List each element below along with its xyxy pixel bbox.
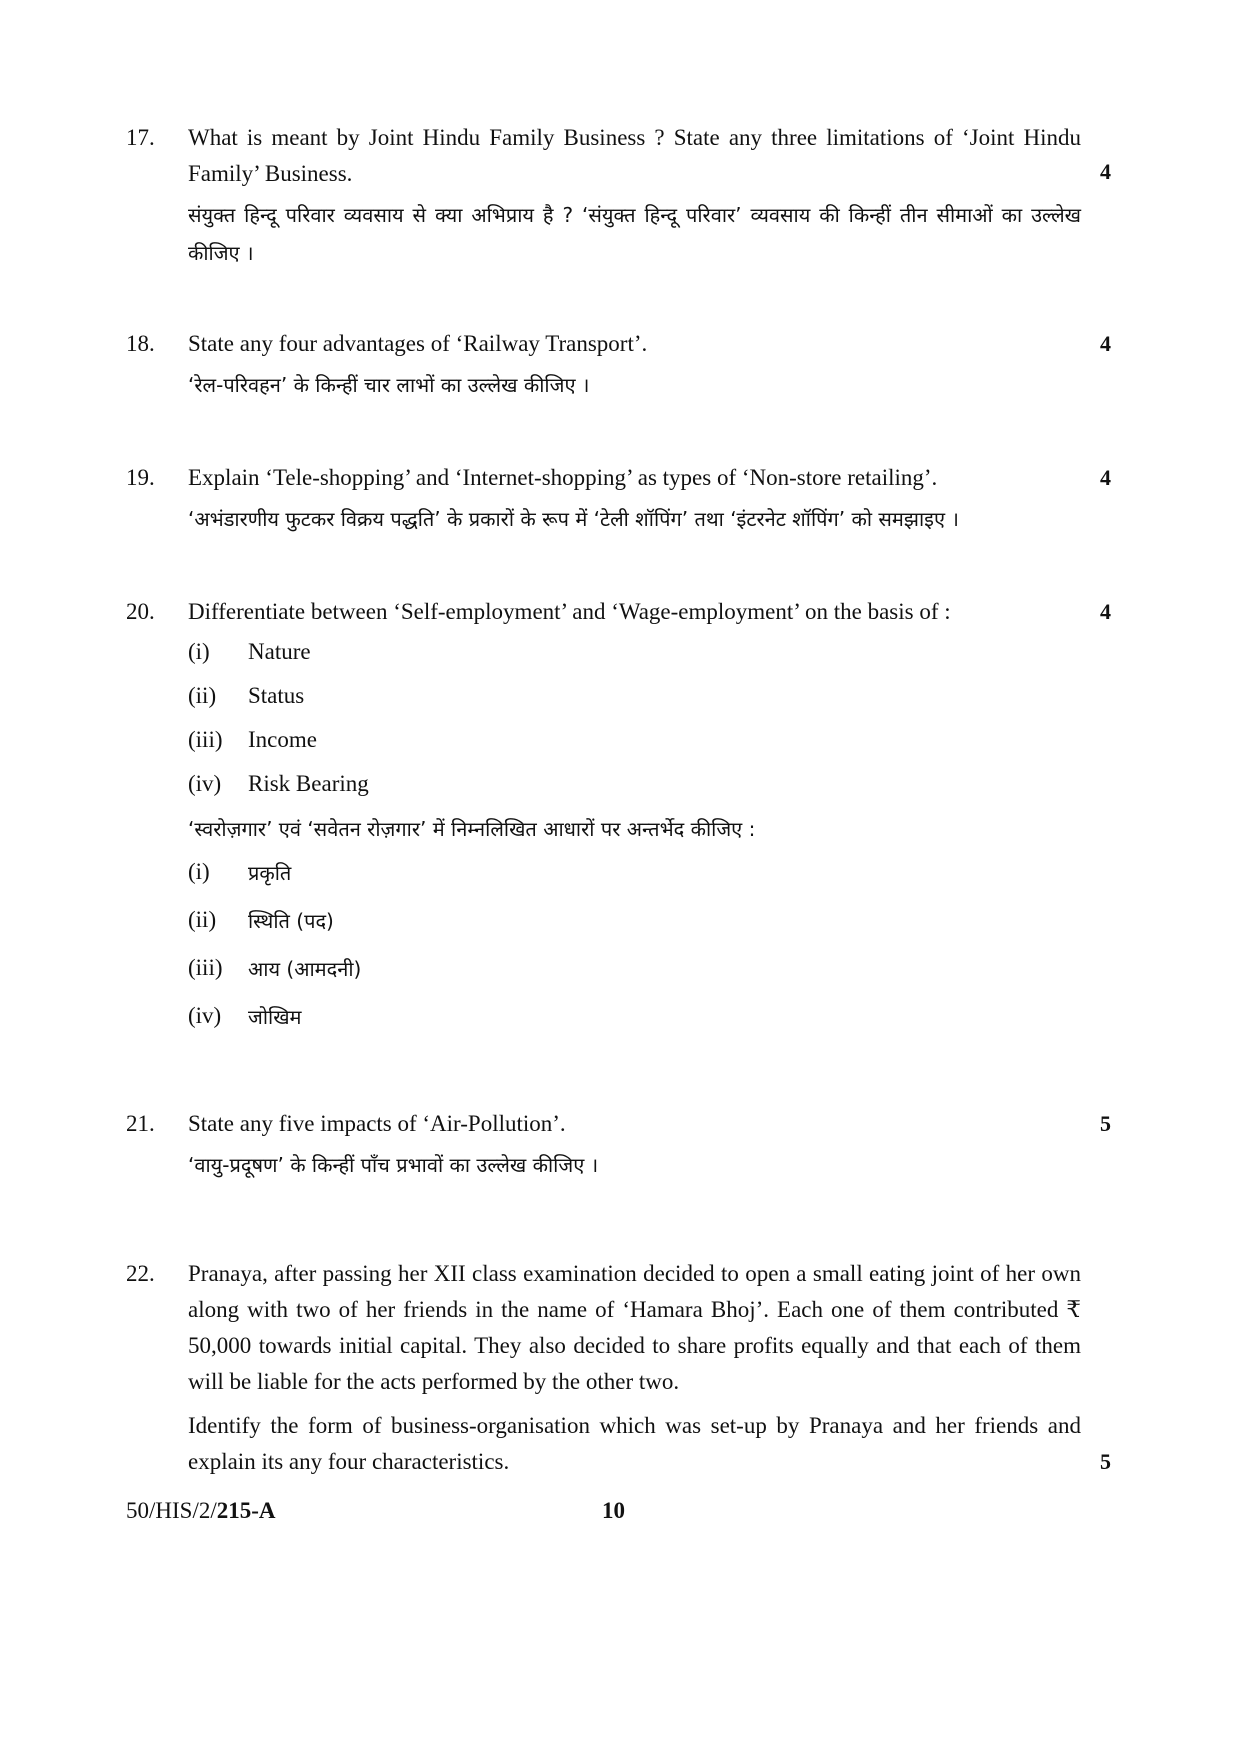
question-text-en: What is meant by Joint Hindu Family Business ? State any three limitations of ‘Joint Hindu Family’ Business. bbox=[188, 125, 1081, 186]
question-number: 17. bbox=[126, 125, 155, 150]
page-footer bbox=[126, 1498, 1111, 1534]
item-number: (i) bbox=[188, 859, 210, 884]
sub-list-en bbox=[188, 630, 1081, 806]
question-text-en: Differentiate between ‘Self-employment’ and ‘Wage-employment’ on the basis of : bbox=[188, 599, 951, 624]
question-text-en: State any four advantages of ‘Railway Transport’. bbox=[188, 331, 648, 356]
question-text-en: State any five impacts of ‘Air-Pollution’. bbox=[188, 1111, 566, 1136]
list-item bbox=[188, 762, 1081, 806]
question-number: 20. bbox=[126, 599, 155, 624]
question-number: 21. bbox=[126, 1111, 155, 1136]
item-text: प्रकृति bbox=[248, 860, 292, 885]
question-21 bbox=[126, 1106, 1111, 1184]
question-number: 22. bbox=[126, 1261, 155, 1286]
marks: 5 bbox=[1100, 1449, 1111, 1474]
question-20 bbox=[126, 594, 1111, 1040]
question-text-en: Explain ‘Tele-shopping’ and ‘Internet-shopping’ as types of ‘Non-store retailing’. bbox=[188, 465, 938, 490]
item-number: (iv) bbox=[188, 1003, 222, 1028]
question-number: 18. bbox=[126, 331, 155, 356]
item-number: (iii) bbox=[188, 727, 223, 752]
marks: 4 bbox=[1100, 465, 1111, 490]
paper-code bbox=[126, 1498, 276, 1524]
item-number: (iii) bbox=[188, 955, 223, 980]
question-text-hi: ‘वायु-प्रदूषण’ के किन्हीं पाँच प्रभावों का उल्लेख कीजिए । bbox=[188, 1153, 599, 1177]
item-text: जोखिम bbox=[248, 1004, 302, 1029]
item-number: (i) bbox=[188, 639, 210, 664]
item-text: Status bbox=[248, 683, 305, 708]
item-number: (ii) bbox=[188, 683, 217, 708]
item-text: Risk Bearing bbox=[248, 771, 369, 796]
marks: 5 bbox=[1100, 1111, 1111, 1136]
question-19 bbox=[126, 460, 1111, 538]
item-text: Income bbox=[248, 727, 317, 752]
item-number: (iv) bbox=[188, 771, 222, 796]
paper-code-suffix: 215-A bbox=[216, 1498, 276, 1523]
item-text: Nature bbox=[248, 639, 311, 664]
item-text: आय (आमदनी) bbox=[248, 956, 362, 981]
question-17 bbox=[126, 120, 1111, 272]
question-22 bbox=[126, 1256, 1111, 1480]
list-item bbox=[188, 718, 1081, 762]
paper-code-prefix: 50/HIS/2/ bbox=[126, 1498, 217, 1523]
sub-list-hi bbox=[188, 848, 1081, 1040]
item-text: स्थिति (पद) bbox=[248, 908, 334, 933]
list-item bbox=[188, 848, 1081, 896]
question-18 bbox=[126, 326, 1111, 404]
question-text-hi: ‘अभंडारणीय फुटकर विक्रय पद्धति’ के प्रकारों के रूप में ‘टेली शॉपिंग’ तथा ‘इंटरनेट शॉपिंग’ को समझाइए । bbox=[188, 507, 959, 531]
page-number: 10 bbox=[602, 1498, 625, 1523]
item-number: (ii) bbox=[188, 907, 217, 932]
marks: 4 bbox=[1100, 331, 1111, 356]
question-text-en-2: Identify the form of business-organisation which was set-up by Pranaya and her friends and explain its any four characteristics. bbox=[188, 1413, 1081, 1474]
question-number: 19. bbox=[126, 465, 155, 490]
question-text-hi: ‘स्वरोज़गार’ एवं ‘सवेतन रोज़गार’ में निम्नलिखित आधारों पर अन्तर्भेद कीजिए : bbox=[188, 817, 756, 841]
question-text-hi: ‘रेल-परिवहन’ के किन्हीं चार लाभों का उल्लेख कीजिए । bbox=[188, 373, 590, 397]
marks: 4 bbox=[1100, 159, 1111, 184]
list-item bbox=[188, 992, 1081, 1040]
marks: 4 bbox=[1100, 599, 1111, 624]
list-item bbox=[188, 944, 1081, 992]
list-item bbox=[188, 896, 1081, 944]
question-text-hi: संयुक्त हिन्दू परिवार व्यवसाय से क्या अभिप्राय है ? ‘संयुक्त हिन्दू परिवार’ व्यवसाय की किन्हीं तीन सीमाओं का उल्लेख कीजिए । bbox=[188, 203, 1081, 265]
list-item bbox=[188, 630, 1081, 674]
list-item bbox=[188, 674, 1081, 718]
question-text-en: Pranaya, after passing her XII class examination decided to open a small eating joint of her own along with two of her friends in the name of ‘Hamara Bhoj’. Each one of them contributed ₹ 50,000 towards initial capital. They also decided to share profits equally and that each of them will be liable for the acts performed by the other two. bbox=[188, 1261, 1081, 1394]
